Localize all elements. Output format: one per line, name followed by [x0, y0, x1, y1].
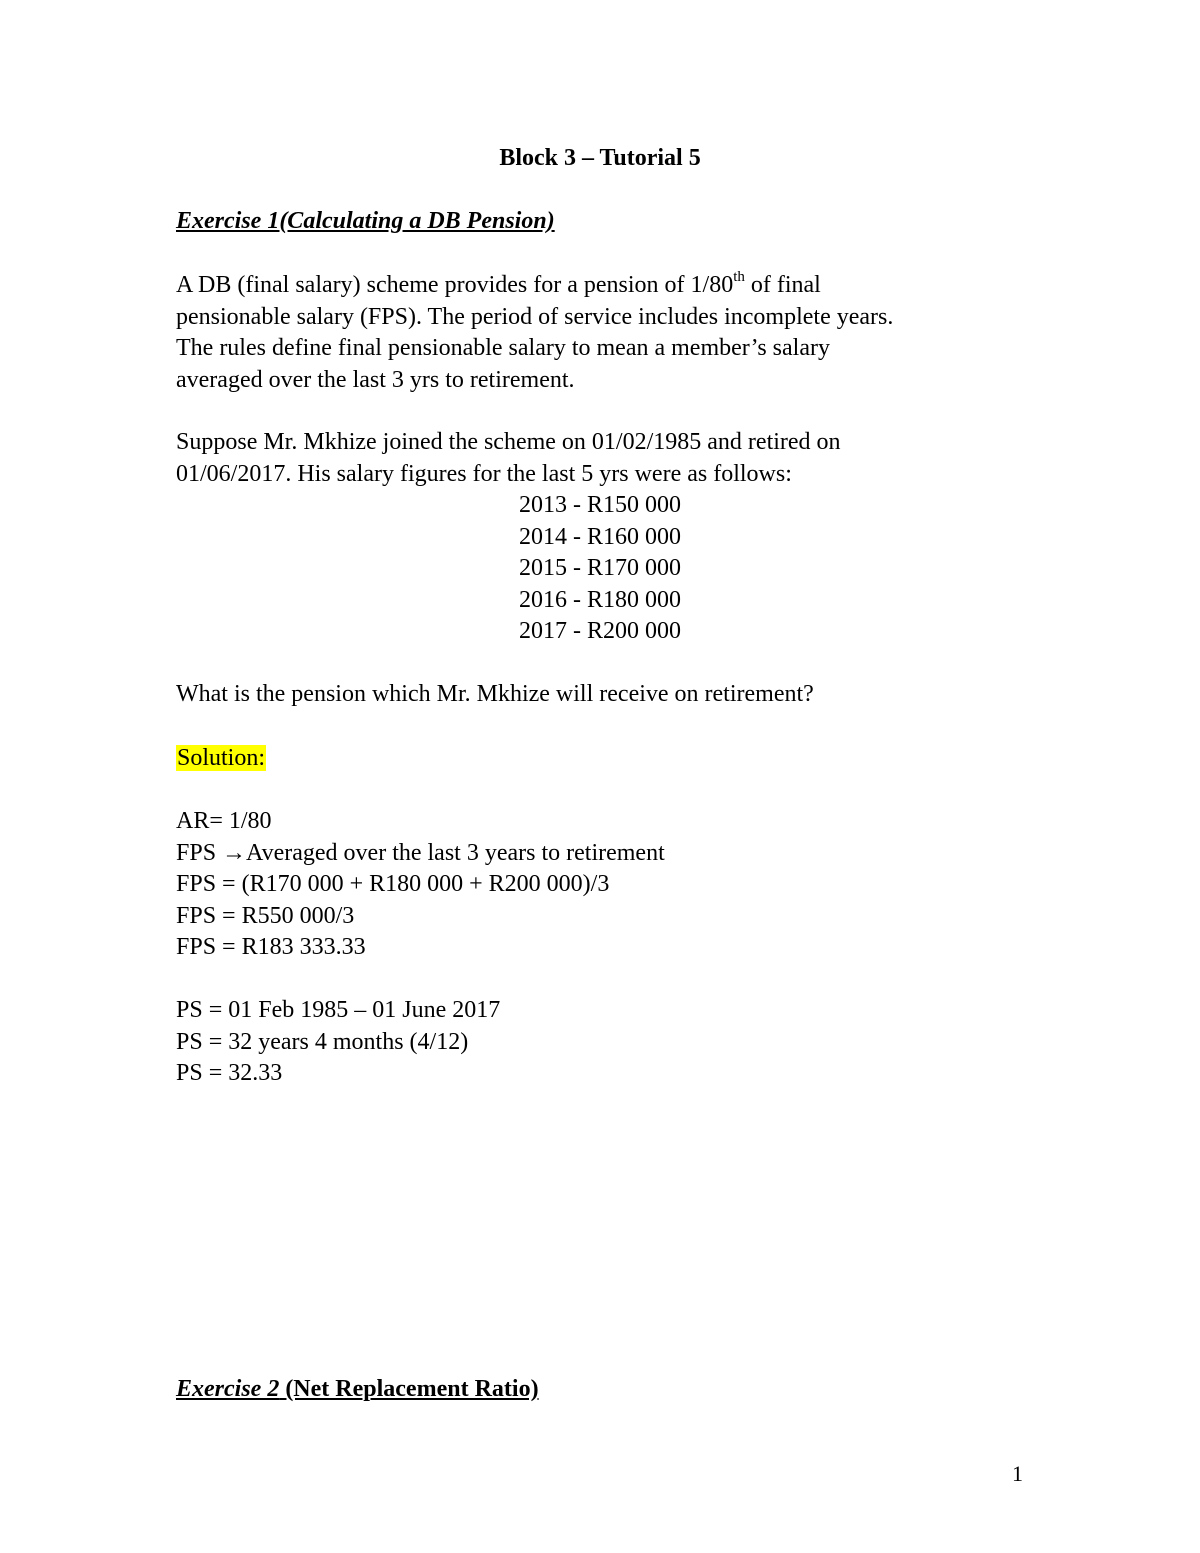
salary-list — [0, 490, 1200, 648]
salary-item: 2016 - R180 000 — [519, 586, 681, 613]
document-title: Block 3 – Tutorial 5 — [499, 145, 701, 171]
solution-line: PS = 32 years 4 months (4/12) — [176, 1028, 469, 1055]
exercise-1-heading: Exercise 1(Calculating a DB Pension) — [176, 208, 555, 234]
ordinal-superscript: th — [733, 269, 745, 285]
solution-fps-block — [176, 806, 665, 964]
solution-ps-block — [176, 995, 500, 1090]
exercise-2-heading: Exercise 2 (Net Replacement Ratio) — [176, 1376, 539, 1402]
scenario-line-2: 01/06/2017. His salary figures for the last 5 yrs were as follows: — [176, 460, 792, 487]
solution-line: FPS = R183 333.33 — [176, 934, 366, 960]
salary-item: 2017 - R200 000 — [519, 618, 681, 644]
solution-line: FPS →Averaged over the last 3 years to retirement — [176, 839, 665, 866]
page-number: 1 — [1012, 1461, 1023, 1486]
exercise-1-scenario — [176, 427, 841, 490]
solution-line: FPS = R550 000/3 — [176, 902, 355, 929]
solution-label: Solution: — [177, 745, 266, 771]
intro-line-1: A DB (final salary) scheme provides for a pension of 1/80th of final — [176, 269, 821, 298]
solution-line: PS = 01 Feb 1985 – 01 June 2017 — [176, 997, 501, 1023]
exercise-1-question: What is the pension which Mr. Mkhize will receive on retirement? — [176, 681, 814, 707]
intro-line-4: averaged over the last 3 yrs to retirement. — [176, 366, 575, 393]
scenario-line-1: Suppose Mr. Mkhize joined the scheme on 01/02/1985 and retired on — [176, 429, 841, 455]
salary-item: 2015 - R170 000 — [519, 555, 681, 581]
intro-line-3: The rules define final pensionable salary to mean a member’s salary — [176, 335, 830, 361]
solution-line: AR= 1/80 — [176, 808, 272, 834]
salary-item: 2014 - R160 000 — [519, 523, 681, 550]
solution-label-wrap — [176, 743, 266, 775]
exercise-1-intro — [176, 270, 893, 396]
intro-line-2: pensionable salary (FPS). The period of service includes incomplete years. — [176, 303, 894, 330]
solution-line: PS = 32.33 — [176, 1060, 283, 1086]
solution-line: FPS = (R170 000 + R180 000 + R200 000)/3 — [176, 871, 610, 897]
salary-item: 2013 - R150 000 — [519, 492, 681, 518]
